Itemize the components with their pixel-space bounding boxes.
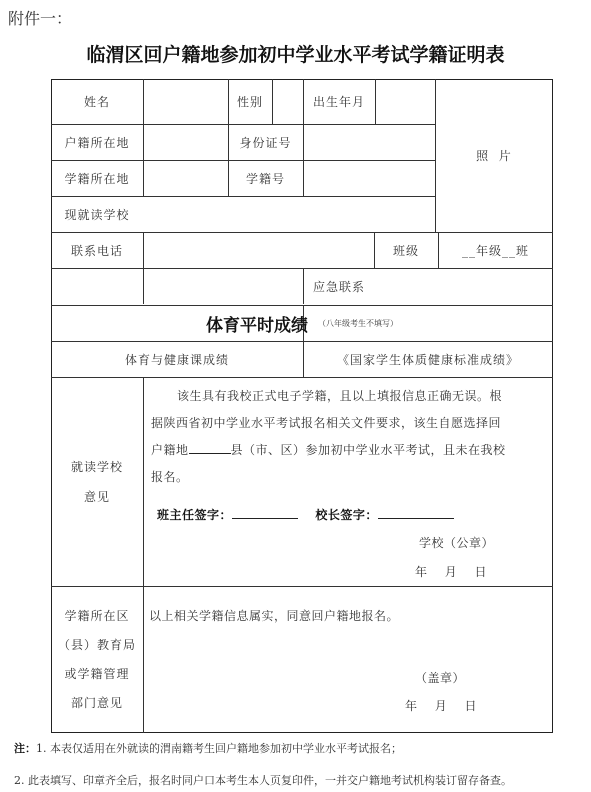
- photo-label: 照 片: [476, 149, 512, 163]
- bureau-date: 年 月 日: [405, 699, 478, 713]
- school-opinion-label: [51, 377, 143, 586]
- form-table: [51, 79, 553, 733]
- id-label: 身份证号: [239, 135, 292, 150]
- photo-box[interactable]: [435, 79, 553, 232]
- principal-sign-label: 校长签字：: [315, 508, 378, 522]
- gender-field[interactable]: [272, 79, 303, 124]
- class-field[interactable]: __年级__班: [461, 243, 529, 258]
- school-opinion-label-2: 意见: [83, 489, 110, 504]
- school-seal: 学校（公章）: [419, 536, 495, 550]
- school-opinion-line-1: 该生具有我校正式电子学籍，且以上填报信息正确无误。根: [177, 389, 503, 403]
- bureau-label-3: 或学籍管理: [64, 666, 130, 681]
- xueji-field[interactable]: [143, 160, 228, 196]
- hukou-field[interactable]: [143, 124, 228, 160]
- xueji-label: 学籍所在地: [64, 171, 130, 186]
- bureau-label-2: （县）教育局: [57, 637, 136, 652]
- school-field[interactable]: [143, 196, 435, 232]
- note-line-2: 2. 此表填写、印章齐全后，报名时同户口本考生本人页复印件，一并交户籍地考试机构装订留存备查。: [14, 774, 512, 787]
- principal-sign-field[interactable]: [378, 518, 454, 519]
- pe-course-label: 体育与健康课成绩: [124, 352, 229, 367]
- bureau-label-1: 学籍所在区: [64, 608, 130, 623]
- gender-label: 性别: [236, 95, 263, 109]
- xuejihao-label: 学籍号: [245, 171, 285, 186]
- bureau-seal: （盖章）: [415, 671, 466, 685]
- emergency-label: 应急联系: [312, 280, 365, 294]
- attachment-label: 附件一：: [8, 9, 73, 28]
- school-opinion-text: [151, 383, 549, 491]
- id-field[interactable]: [303, 124, 435, 160]
- teacher-sign-label: 班主任签字：: [157, 508, 233, 522]
- bureau-opinion-label: [51, 586, 143, 733]
- pe-standard-label: 《国家学生体质健康标准成绩》: [336, 352, 519, 367]
- bureau-opinion-text: 以上相关学籍信息属实，同意回户籍地报名。: [149, 609, 400, 623]
- xuejihao-field[interactable]: [303, 160, 435, 196]
- phone-label: 联系电话: [70, 243, 123, 258]
- name-field[interactable]: [143, 79, 228, 124]
- phone-label-row: [51, 268, 143, 305]
- form-title: 临渭区回户籍地参加初中学业水平考试学籍证明表: [86, 44, 505, 66]
- hukou-label: 户籍所在地: [64, 135, 130, 150]
- school-name-field[interactable]: [143, 232, 374, 268]
- note-line-1: 注：1. 本表仅适用在外就读的渭南籍考生回户籍地参加初中学业水平考试报名；: [14, 742, 402, 755]
- note-prefix: 注：: [14, 742, 36, 755]
- phone-field[interactable]: [143, 268, 303, 305]
- signature-row: [157, 502, 454, 529]
- school-opinion-line-3: 户籍地 县（市、区）参加初中学业水平考试，且未在我校: [151, 443, 506, 457]
- teacher-sign-field[interactable]: [232, 518, 298, 519]
- pe-section-header: [51, 305, 553, 341]
- bureau-label-4: 部门意见: [70, 695, 123, 710]
- name-label: 姓名: [83, 95, 110, 109]
- school-label: 现就读学校: [64, 207, 130, 222]
- birth-label: 出生年月: [312, 95, 365, 109]
- class-label: 班级: [392, 243, 419, 258]
- pe-title: 体育平时成绩: [206, 315, 308, 336]
- emergency-field[interactable]: [375, 268, 553, 305]
- school-opinion-line-4: 报名。: [151, 470, 189, 484]
- pe-note: （八年级考生不填写）: [318, 318, 398, 328]
- school-opinion-line-2: 据陕西省初中学业水平考试报名相关文件要求，该生自愿选择回: [151, 416, 502, 430]
- county-blank[interactable]: [189, 453, 231, 454]
- birth-field[interactable]: [375, 79, 435, 124]
- school-date: 年 月 日: [415, 565, 488, 579]
- school-opinion-label-1: 就读学校: [70, 459, 123, 474]
